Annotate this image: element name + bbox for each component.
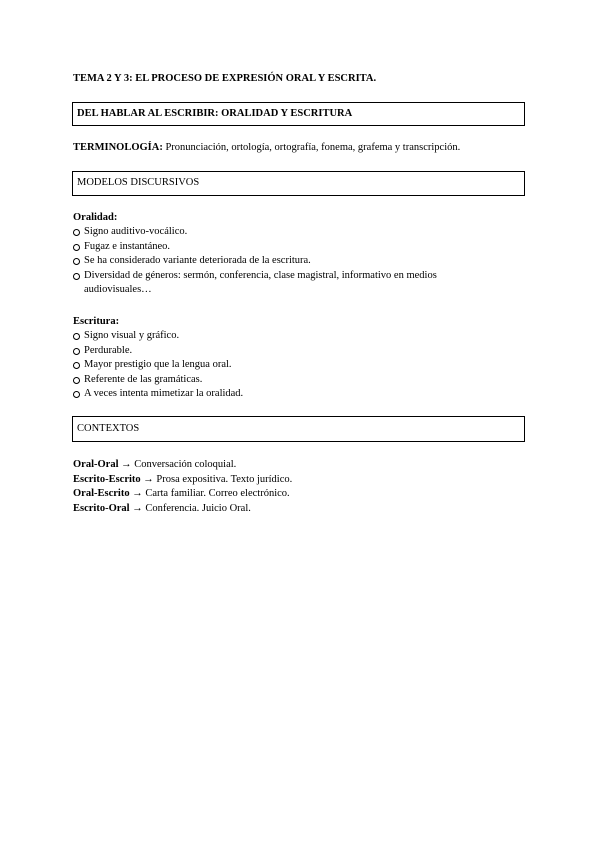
list-item [73, 254, 493, 269]
oralidad-list [73, 225, 493, 298]
list-item-text: Fugaz e instantáneo. [84, 240, 171, 252]
right-arrow-icon: → [140, 473, 157, 485]
contexto-label: Oral-Escrito [73, 488, 130, 499]
list-item-text: Se ha considerado variante deteriorada de la escritura. [84, 255, 311, 266]
contexto-text: Carta familiar. Correo electrónico. [145, 488, 290, 499]
circle-bullet-icon [73, 333, 80, 340]
circle-bullet-icon [73, 244, 80, 251]
list-item [73, 269, 493, 298]
contexto-label: Escrito-Oral [73, 502, 130, 514]
oralidad-heading: Oralidad: [73, 212, 118, 223]
list-item-text: Mayor prestigio que la lengua oral. [84, 359, 232, 370]
list-item-text: Referente de las gramáticas. [84, 373, 203, 385]
list-item [73, 225, 493, 240]
section-box-label: CONTEXTOS [77, 422, 140, 434]
list-item [73, 240, 493, 255]
section-box-oralidad-escritura [72, 102, 525, 126]
contexto-line [73, 473, 292, 488]
section-box-modelos-discursivos [72, 171, 525, 196]
escritura-list [73, 329, 493, 402]
section-box-label: MODELOS DISCURSIVOS [77, 177, 200, 189]
list-item-text: A veces intenta mimetizar la oralidad. [84, 388, 244, 399]
list-item-text: Signo visual y gráfico. [84, 330, 180, 341]
right-arrow-icon: → [129, 488, 146, 499]
terminologia-text: Pronunciación, ortología, ortografía, fonema, grafema y transcripción. [162, 142, 461, 153]
terminologia-paragraph [73, 141, 460, 156]
list-item [73, 329, 493, 344]
circle-bullet-icon [73, 348, 80, 355]
contexto-label: Escrito-Escrito [73, 473, 141, 485]
list-item [73, 387, 493, 402]
circle-bullet-icon [73, 362, 80, 369]
contexto-text: Conversación coloquial. [134, 459, 237, 470]
right-arrow-icon: → [118, 459, 135, 470]
escritura-heading: Escritura: [73, 316, 120, 327]
circle-bullet-icon [73, 258, 80, 265]
document-title: TEMA 2 Y 3: EL PROCESO DE EXPRESIÓN ORAL Y ESCRITA. [73, 73, 377, 84]
right-arrow-icon: → [129, 502, 146, 514]
section-box-label: DEL HABLAR AL ESCRIBIR: ORALIDAD Y ESCRITURA [77, 107, 353, 119]
contexto-text: Prosa expositiva. Texto jurídico. [156, 473, 293, 485]
list-item-text: Diversidad de géneros: sermón, conferencia, clase magistral, informativo en medios audiovisuales… [84, 269, 437, 295]
circle-bullet-icon [73, 229, 80, 236]
section-box-contextos [72, 416, 525, 442]
contextos-list [73, 458, 292, 516]
list-item-text: Signo auditivo-vocálico. [84, 226, 188, 237]
circle-bullet-icon [73, 391, 80, 398]
circle-bullet-icon [73, 377, 80, 384]
terminologia-label: TERMINOLOGÍA: [73, 142, 163, 153]
list-item [73, 344, 493, 359]
circle-bullet-icon [73, 273, 80, 280]
contexto-line [73, 502, 292, 517]
contexto-line [73, 487, 292, 502]
list-item-text: Perdurable. [84, 344, 133, 356]
contexto-text: Conferencia. Juicio Oral. [145, 502, 251, 514]
list-item [73, 358, 493, 373]
list-item [73, 373, 493, 388]
contexto-label: Oral-Oral [73, 459, 119, 470]
contexto-line [73, 458, 292, 473]
